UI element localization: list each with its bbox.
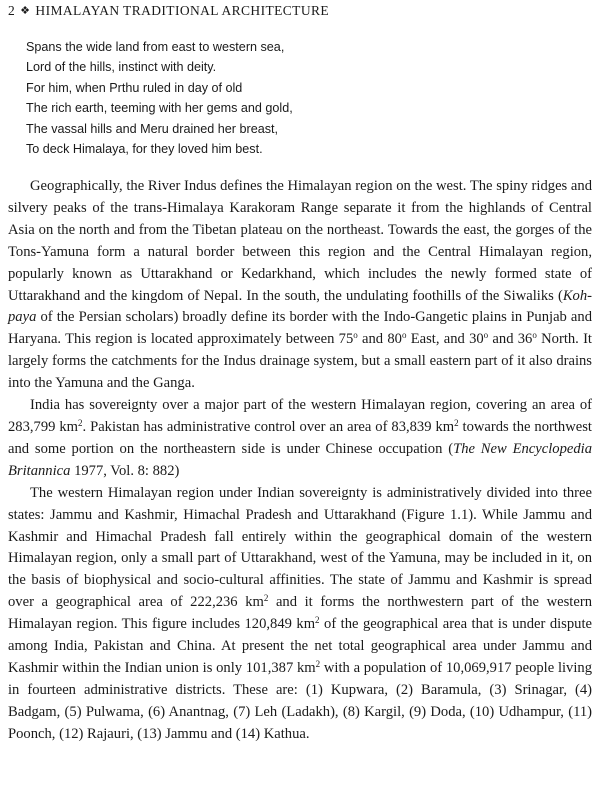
degree-mark: o [401,330,407,341]
text-run: and it forms the northwestern part of the western Himalayan region. This figure includes 120,849 km [8,594,592,633]
text-run: The western Himalayan region under Indian sovereignty is administratively divided into three states: Jammu and Kashmir, Himachal Pradesh and Uttarakhand (Figure 1.1). While Jammu and Kashmir and Himachal Pradesh fall entirely within the geographical domain of the western Himalayan region, only a small part of Uttarakhand, west of the Yamuna, may be included in it, on the basis of biophysical and socio-cultural affinities. The state of Jammu and Kashmir is spread over a geographical area of 222,236 km [8,484,592,611]
paragraph-sovereignty [8,395,592,483]
superscript: 2 [454,417,459,428]
text-run: and 80 [357,331,402,348]
superscript: 2 [78,417,83,428]
degree-mark: o [483,330,489,341]
page-number: 2 [8,3,16,18]
running-head [8,3,329,20]
text-run: Geographically, the River Indus defines the Himalayan region on the west. The spiny ridges and silvery peaks of the trans-Himalaya Karakoram Range separate it from the highlands of Central Asia on the north and from the Tibetan plateau on the northeast. Towards the east, the gorges of the Tons-Yamuna form a natural border between this region and the Central Himalayan region, popularly known as Uttarakhand or Kedarkhand, which includes the newly formed state of Uttarakhand and the kingdom of Nepal. In the south, the undulating foothills of the Siwaliks ( [8,178,592,304]
text-run: of the Persian scholars) broadly define its border with the Indo-Gangetic plains in Punjab and Haryana. This region is located approximately between 75 [8,309,592,348]
text-run: North. It largely forms the catchments for the Indus drainage system, but a small eastern part of it also drains into the Yamuna and the Ganga. [8,331,592,392]
paragraph-administration [8,483,592,746]
superscript: 2 [263,593,269,604]
verse-line: To deck Himalaya, for they loved him best. [26,142,263,157]
degree-mark: o [532,330,537,341]
verse-line: The vassal hills and Meru drained her breast, [26,121,279,136]
body-text [8,176,592,746]
verse-line: The rich earth, teeming with her gems and gold, [26,101,293,116]
verse-line: For him, when Prthu ruled in day of old [26,80,243,95]
text-run: with a population of 10,069,917 people living in fourteen administrative districts. These are: (1) Kupwara, (2) Baramula, (3) Srinagar, (4) Badgam, (5) Pulwama, (6) Anantnag, (7) Leh (Ladakh), (8) Kargil, (9) Doda, (10) Udhampur, (11) Poonch, (12) Rajauri, (13) Jammu and (14) Kathua. [8,659,592,742]
text-run: India has sovereignty over a major part of the western Himalayan region, covering an area of 283,799 km [8,397,592,435]
italic-citation: The New Encyclopedia Britannica [8,440,592,479]
text-run: East, and 30 [406,331,484,348]
verse-quotation [26,37,293,159]
text-run: and 36 [488,331,533,348]
superscript: 2 [315,658,321,669]
text-run: . Pakistan has administrative control over an area of 83,839 km [82,418,455,435]
paragraph-geography [8,176,592,395]
italic-term: Koh-paya [8,287,592,326]
verse-line: Spans the wide land from east to western sea, [26,40,285,54]
text-run: towards the northwest and some portion on the northeastern side is under Chinese occupation ( [8,418,592,457]
diamond-ornament-icon: ❖ [20,5,31,17]
superscript: 2 [315,615,320,626]
degree-mark: o [353,330,358,341]
text-run: 1977, Vol. 8: 882) [70,462,180,479]
text-run: of the geographical area that is under dispute among India, Pakistan and China. At present the net total geographical area under Jammu and Kashmir within the Indian union is only 101,387 km [8,616,592,676]
running-head-title: HIMALAYAN TRADITIONAL ARCHITECTURE [35,3,330,18]
verse-line: Lord of the hills, instinct with deity. [26,60,217,75]
